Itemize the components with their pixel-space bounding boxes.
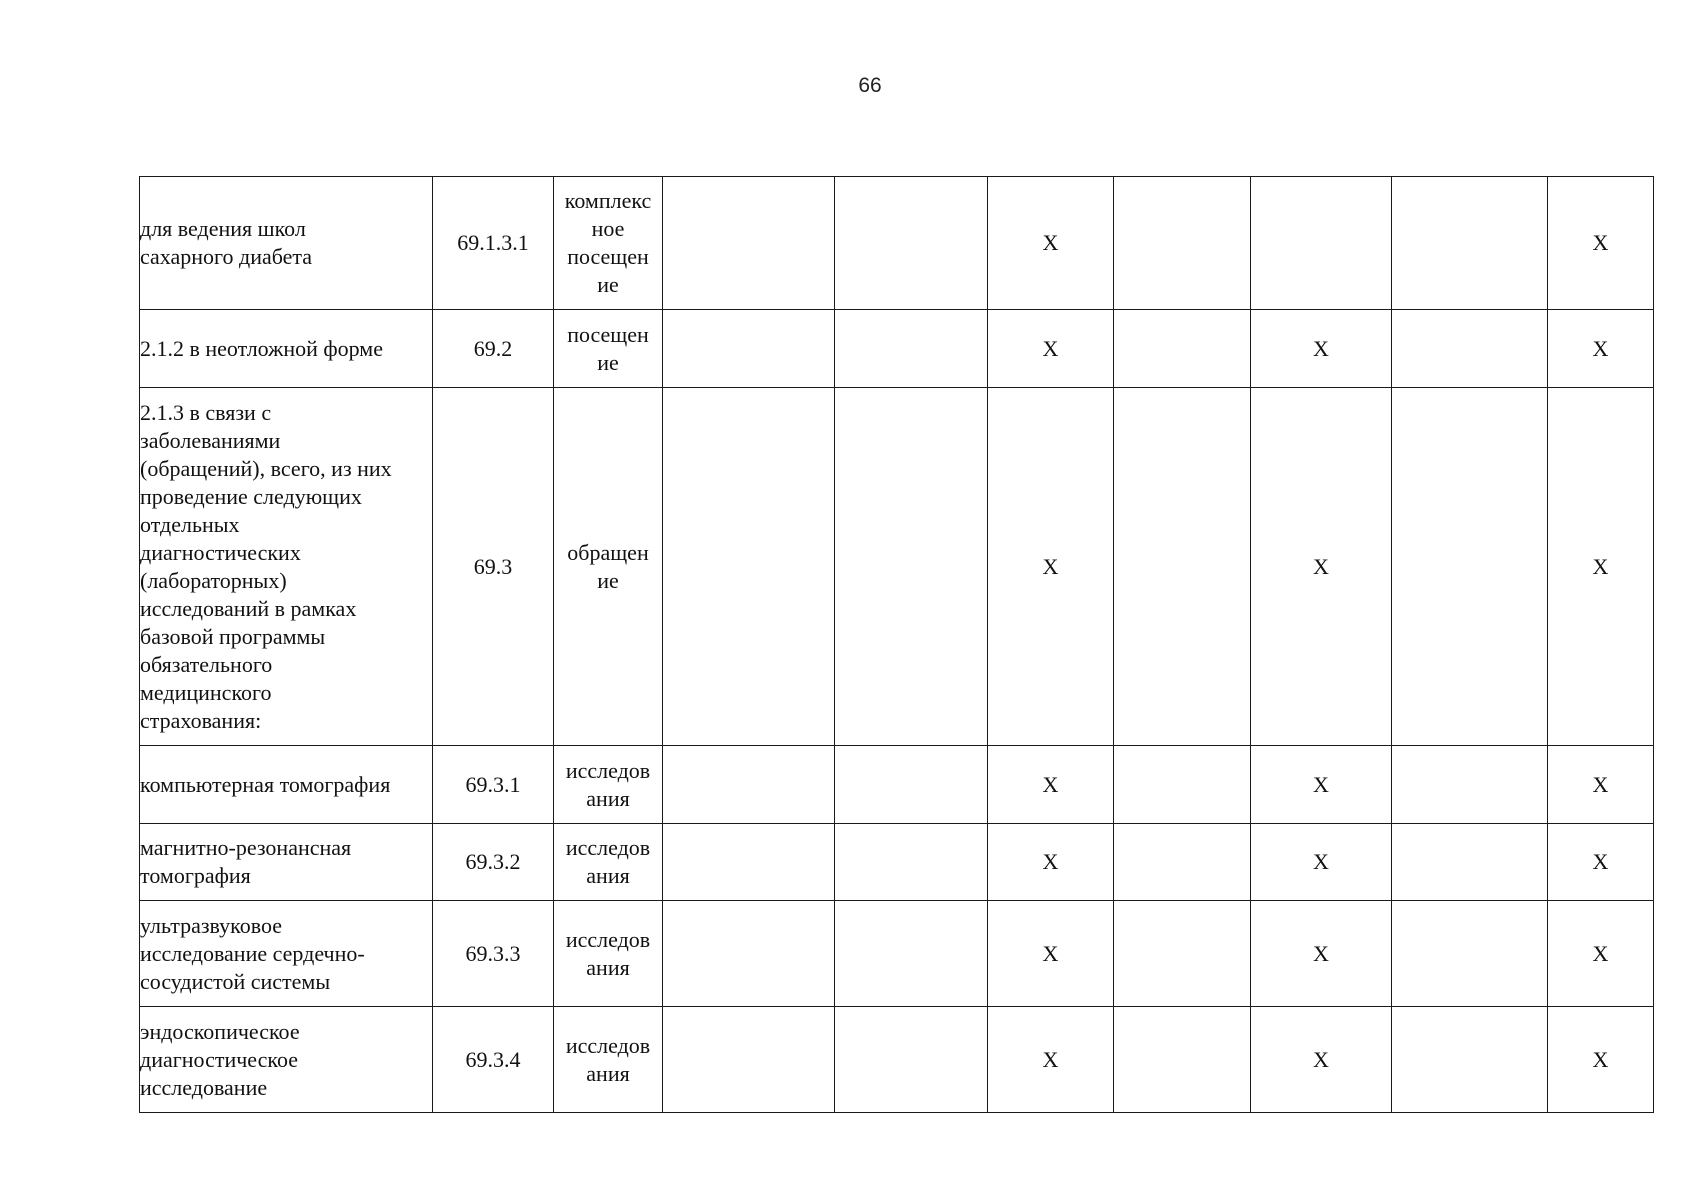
row-unit-line: ания [586, 1060, 630, 1086]
value-cell-col-8: X [1251, 824, 1392, 901]
table-row [140, 310, 1654, 388]
row-code-cell: 69.3 [433, 388, 554, 746]
row-name-line: медицинского [140, 679, 272, 705]
table-row [140, 824, 1654, 901]
value-cell-col-4 [663, 824, 835, 901]
row-code-cell: 69.3.4 [433, 1007, 554, 1113]
row-unit-cell [554, 388, 663, 746]
value-cell-col-6: X [988, 177, 1114, 310]
row-unit-line: исследов [565, 926, 651, 952]
value-cell-col-7 [1114, 388, 1251, 746]
row-unit-line: ие [597, 567, 619, 593]
value-cell-col-4 [663, 901, 835, 1007]
row-unit-cell [554, 901, 663, 1007]
value-cell-col-10: X [1548, 177, 1654, 310]
table-row [140, 901, 1654, 1007]
row-unit-cell [554, 746, 663, 824]
value-cell-col-9 [1392, 746, 1548, 824]
row-name-line: исследование сердечно- [140, 940, 365, 966]
row-unit-line: ие [597, 272, 619, 297]
row-name-line: проведение следующих [140, 483, 362, 509]
table-row [140, 388, 1654, 746]
value-cell-col-7 [1114, 746, 1251, 824]
row-name-cell [140, 177, 433, 310]
row-name-line: 2.1.2 в неотложной форме [140, 335, 383, 361]
row-unit-line: исследов [565, 757, 651, 783]
row-code-cell: 69.3.1 [433, 746, 554, 824]
table-row [140, 746, 1654, 824]
value-cell-col-5 [835, 1007, 988, 1113]
value-cell-col-8: X [1251, 388, 1392, 746]
row-name-line: базовой программы [140, 623, 326, 649]
row-code-cell: 69.3.3 [433, 901, 554, 1007]
row-code-cell: 69.3.2 [433, 824, 554, 901]
row-name-line: сосудистой системы [140, 968, 331, 994]
value-cell-col-9 [1392, 177, 1548, 310]
value-cell-col-8: X [1251, 1007, 1392, 1113]
value-cell-col-6: X [988, 310, 1114, 388]
value-cell-col-9 [1392, 310, 1548, 388]
row-unit-line: ие [597, 349, 619, 375]
value-cell-col-10: X [1548, 824, 1654, 901]
row-unit-cell [554, 1007, 663, 1113]
row-name-line: эндоскопическое [140, 1018, 300, 1044]
value-cell-col-10: X [1548, 1007, 1654, 1113]
row-unit-cell [554, 177, 663, 310]
row-code-cell: 69.1.3.1 [433, 177, 554, 310]
row-name-cell [140, 824, 433, 901]
row-unit-line: посещен [567, 321, 649, 347]
row-unit-line: исследов [565, 835, 651, 860]
value-cell-col-5 [835, 746, 988, 824]
value-cell-col-8 [1251, 177, 1392, 310]
row-name-line: страхования: [140, 707, 262, 733]
value-cell-col-6: X [988, 746, 1114, 824]
value-cell-col-7 [1114, 310, 1251, 388]
row-name-cell [140, 310, 433, 388]
row-name-line: сахарного диабета [140, 244, 313, 269]
row-name-line: диагностическое [140, 1046, 298, 1072]
row-name-cell [140, 1007, 433, 1113]
row-code-cell: 69.2 [433, 310, 554, 388]
value-cell-col-10: X [1548, 746, 1654, 824]
value-cell-col-6: X [988, 824, 1114, 901]
row-name-line: исследование [140, 1074, 268, 1100]
row-name-line: (лабораторных) [140, 567, 287, 593]
value-cell-col-5 [835, 388, 988, 746]
row-unit-line: исследов [565, 1032, 651, 1058]
row-name-cell [140, 746, 433, 824]
row-unit-line: ания [586, 954, 630, 980]
value-cell-col-9 [1392, 1007, 1548, 1113]
row-unit-line: ное [591, 216, 625, 241]
row-name-line: отдельных [140, 511, 240, 537]
page-number: 66 [858, 74, 882, 97]
row-unit-line: ания [586, 863, 630, 888]
row-unit-line: ания [586, 785, 630, 811]
row-name-line: исследований в рамках [140, 595, 357, 621]
value-cell-col-7 [1114, 1007, 1251, 1113]
value-cell-col-4 [663, 1007, 835, 1113]
value-cell-col-6: X [988, 388, 1114, 746]
value-cell-col-9 [1392, 824, 1548, 901]
row-name-line: (обращений), всего, из них [140, 455, 392, 481]
row-name-line: диагностических [140, 539, 301, 565]
row-name-line: магнитно-резонансная [140, 835, 352, 860]
value-cell-col-7 [1114, 901, 1251, 1007]
value-cell-col-5 [835, 310, 988, 388]
value-cell-col-7 [1114, 824, 1251, 901]
value-cell-col-5 [835, 901, 988, 1007]
data-table [139, 176, 1654, 1113]
value-cell-col-10: X [1548, 310, 1654, 388]
row-unit-cell [554, 310, 663, 388]
row-name-line: заболеваниями [140, 427, 281, 453]
value-cell-col-5 [835, 824, 988, 901]
value-cell-col-10: X [1548, 388, 1654, 746]
value-cell-col-6: X [988, 1007, 1114, 1113]
value-cell-col-10: X [1548, 901, 1654, 1007]
row-name-line: ультразвуковое [140, 912, 283, 938]
table-row [140, 1007, 1654, 1113]
row-name-line: компьютерная томография [140, 771, 391, 797]
value-cell-col-7 [1114, 177, 1251, 310]
value-cell-col-8: X [1251, 310, 1392, 388]
value-cell-col-4 [663, 388, 835, 746]
row-unit-cell [554, 824, 663, 901]
row-name-cell [140, 901, 433, 1007]
row-name-line: обязательного [140, 651, 273, 677]
value-cell-col-4 [663, 177, 835, 310]
table-body [140, 177, 1654, 1113]
value-cell-col-9 [1392, 901, 1548, 1007]
row-name-line: для ведения школ [140, 216, 306, 241]
value-cell-col-4 [663, 310, 835, 388]
row-unit-line: посещен [567, 244, 649, 269]
row-name-cell [140, 388, 433, 746]
value-cell-col-6: X [988, 901, 1114, 1007]
row-name-line: 2.1.3 в связи с [140, 399, 272, 425]
row-unit-line: обращен [567, 539, 649, 565]
value-cell-col-4 [663, 746, 835, 824]
value-cell-col-8: X [1251, 746, 1392, 824]
row-unit-line: комплекс [564, 188, 652, 213]
table-row [140, 177, 1654, 310]
row-name-line: томография [140, 863, 251, 888]
value-cell-col-8: X [1251, 901, 1392, 1007]
value-cell-col-9 [1392, 388, 1548, 746]
value-cell-col-5 [835, 177, 988, 310]
